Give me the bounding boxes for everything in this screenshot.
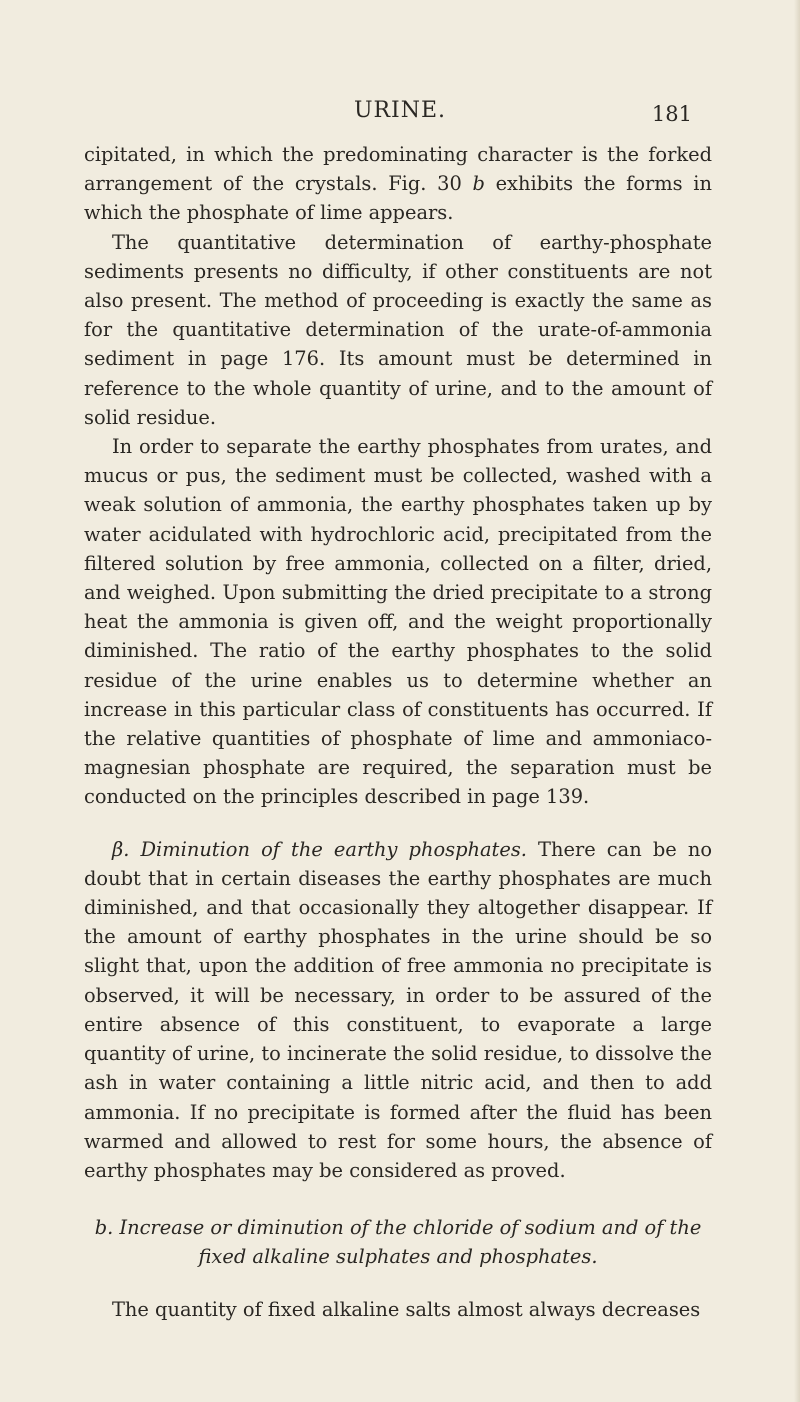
- page-edge-shadow: [794, 0, 800, 1402]
- page-header: [0, 98, 800, 134]
- paragraph-text: cipitated, in which the predominating character is the forked arrangement of the crystals. Fig. 30: [84, 143, 712, 196]
- page-number: 181: [651, 102, 692, 126]
- paragraph-separation-method: In order to separate the earthy phosphates from urates, and mucus or pus, the sediment must be collected, washed with a weak solution of ammonia, the earthy phosphates taken up by water acidulated with hydrochloric acid, precipitated from the filtered solution by free ammonia, collected on a filter, dried, and weighed. Upon submitting the dried precipitate to a strong heat the ammonia is given off, and the weight proportionally diminished. The ratio of the earthy phosphates to the solid residue of the urine enables us to determine whether an increase in this particular class of constituents has occurred. If the relative quantities of phosphate of lime and ammoniaco-magnesian phosphate are required, the separation must be conducted on the principles described in page 139.: [84, 435, 712, 809]
- paragraph-text: exhibits the forms in which the phosphate of lime appears.: [84, 172, 712, 225]
- paragraph-continued: [84, 140, 712, 228]
- paragraph-alkaline-salts: The quantity of fixed alkaline salts almost always decreases: [112, 1297, 701, 1321]
- body-text: [84, 140, 712, 1324]
- paragraph-diminution: [84, 835, 712, 1185]
- section-heading: b. Increase or diminution of the chloride of sodium and of the fixed alkaline sulphates and phosphates.: [94, 1216, 702, 1269]
- subsection-heading: β. Diminution of the earthy phosphates.: [112, 837, 527, 861]
- figure-label: b: [472, 172, 485, 196]
- paragraph-quantitative-determination: The quantitative determination of earthy-phosphate sediments presents no difficulty, if other constituents are not also present. The method of proceeding is exactly the same as for the quantitative determination of the urate-of-ammonia sediment in page 176. Its amount must be determined in reference to the whole quantity of urine, and to the amount of solid residue.: [84, 230, 712, 429]
- paragraph-text: There can be no doubt that in certain diseases the earthy phosphates are much diminished, and that occasionally they altogether disappear. If the amount of earthy phosphates in the urine should be so slight that, upon the addition of free ammonia no precipitate is observed, it will be necessary, in order to be assured of the entire absence of this constituent, to evaporate a large quantity of urine, to incinerate the solid residue, to dissolve the ash in water containing a little nitric acid, and then to add ammonia. If no precipitate is formed after the fluid has been warmed and allowed to rest for some hours, the absence of earthy phosphates may be considered as proved.: [84, 837, 712, 1182]
- running-head: URINE.: [353, 98, 447, 123]
